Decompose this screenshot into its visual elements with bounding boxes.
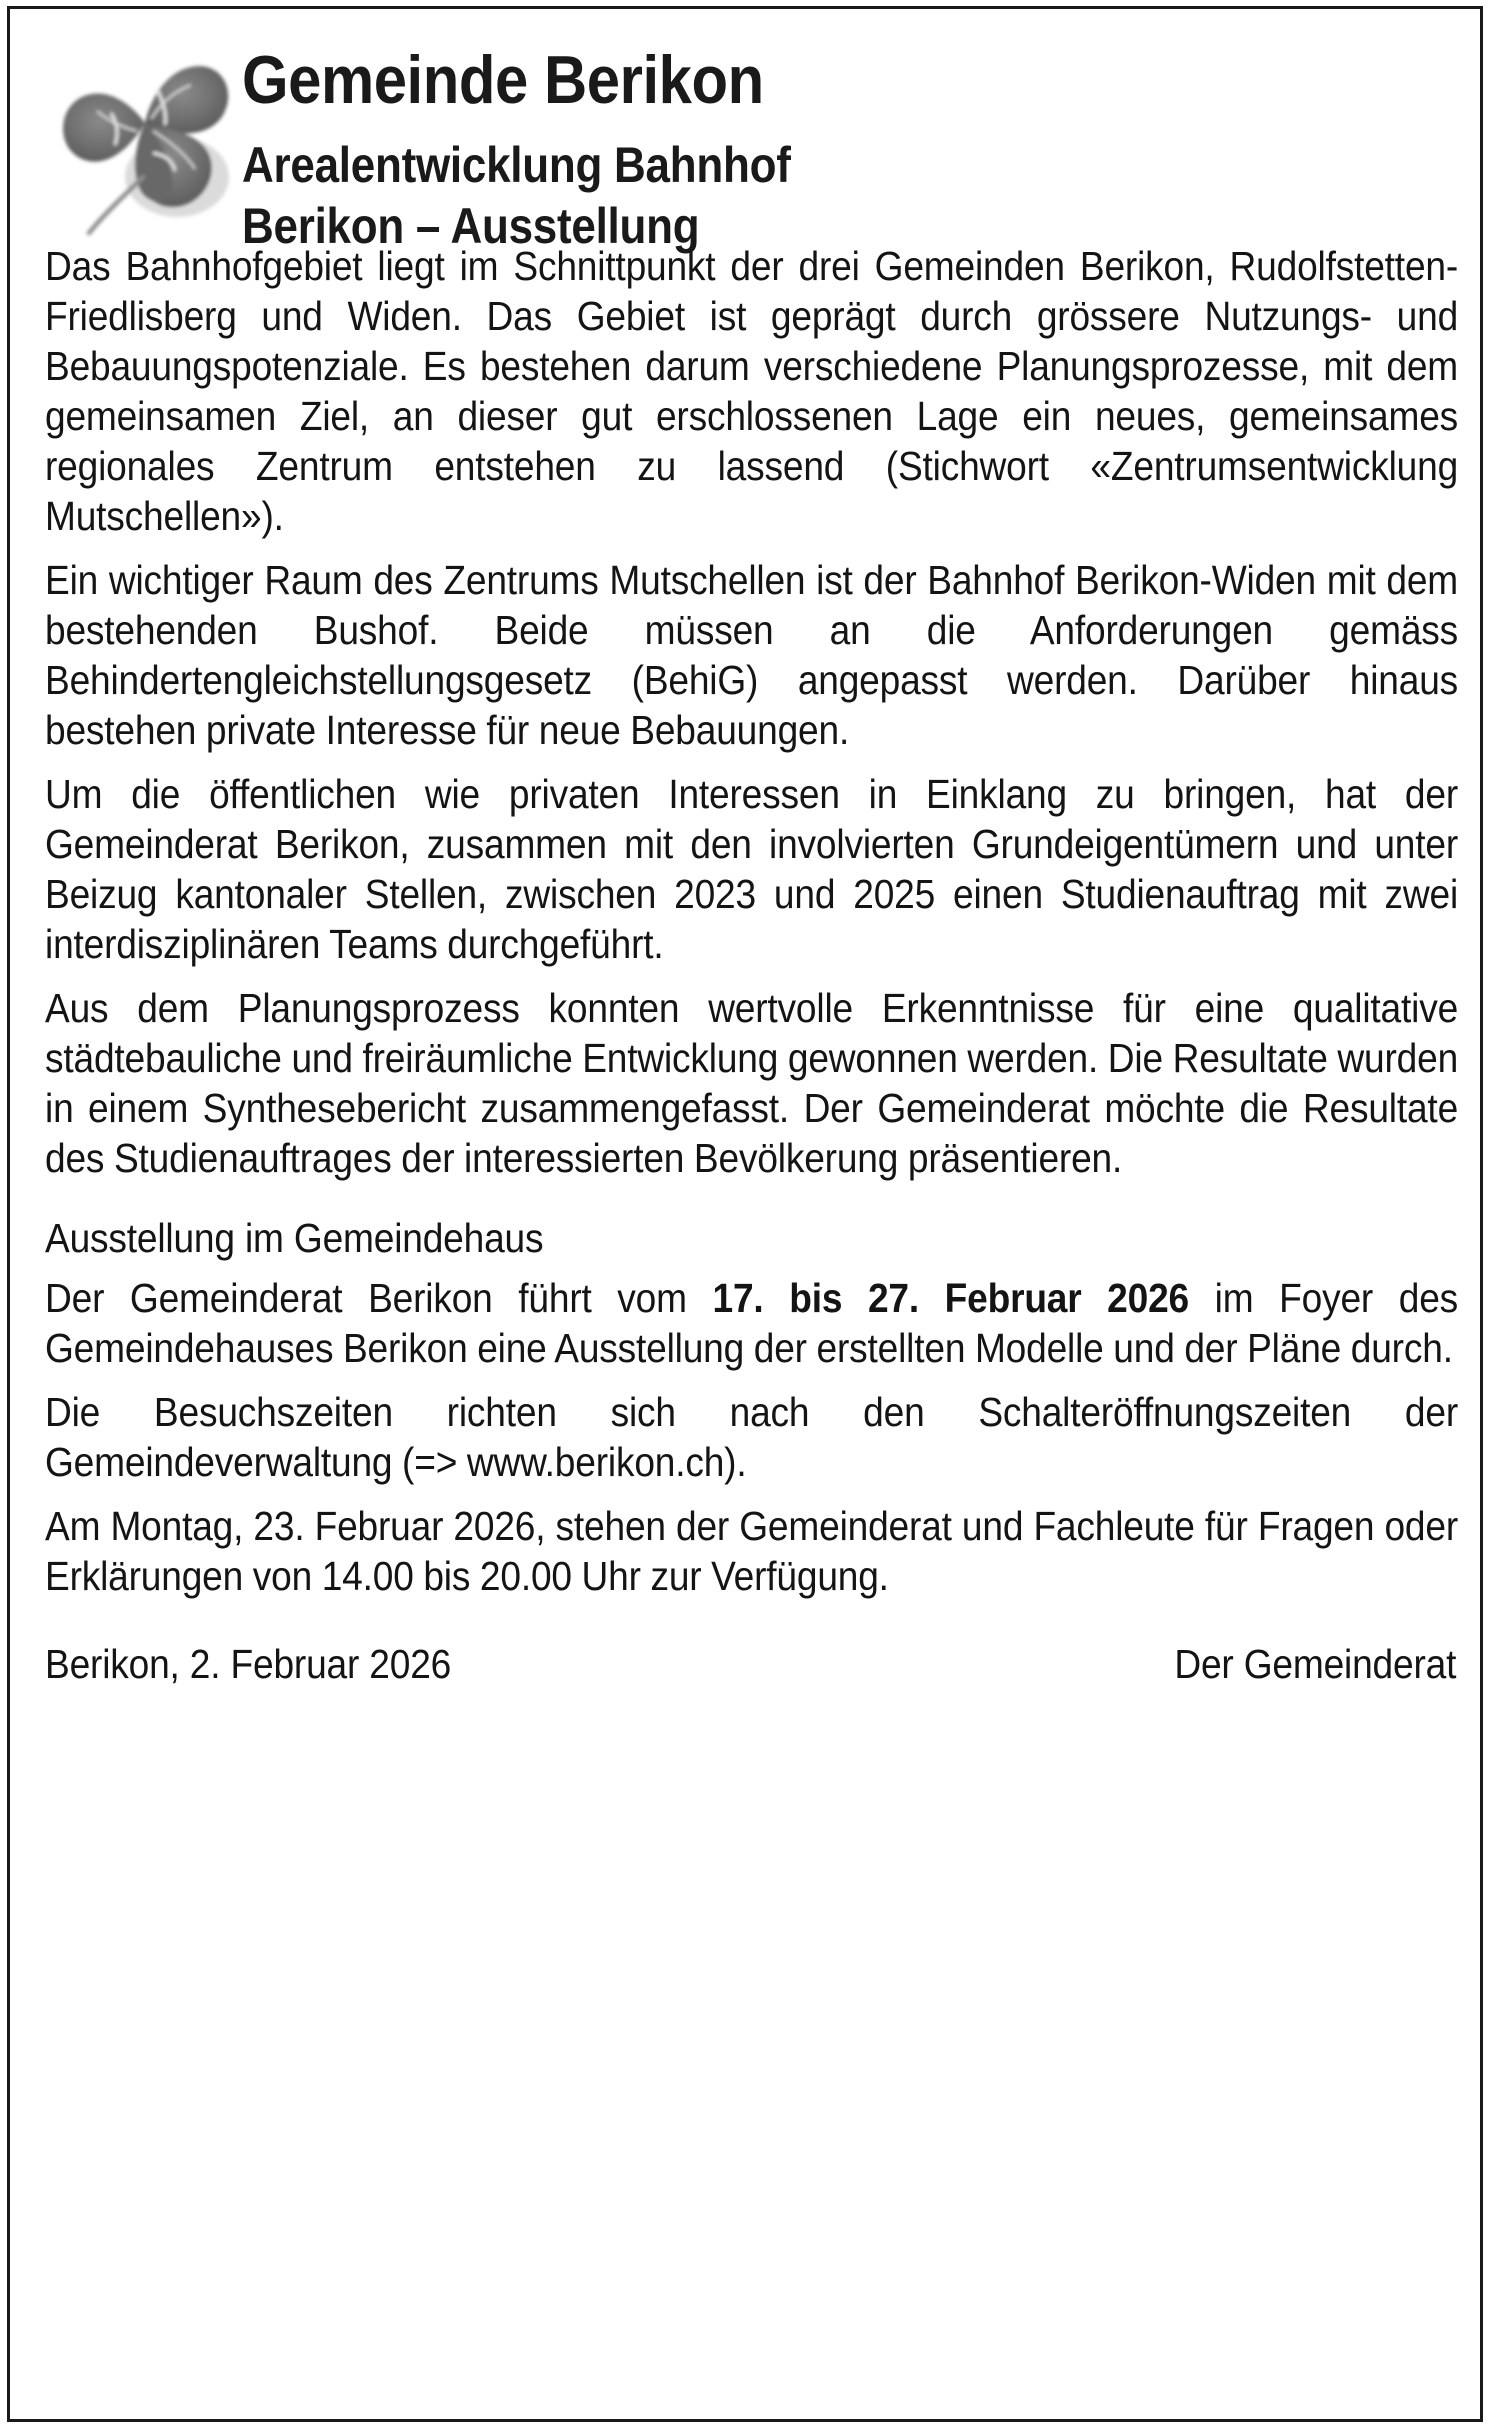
footer-place-date: Berikon, 2. Februar 2026 (45, 1641, 452, 1687)
page-subtitle-line-2: Berikon – Ausstellung (242, 198, 700, 254)
paragraph-studienauftrag: Um die öffentlichen wie privaten Interessen in Einklang zu bringen, hat der Gemeinderat Berikon, zusammen mit den involvierten Grundeigentümern und unter Beizug kantonaler Stellen, zwischen 2023 und 2025 einen Studienauftrag mit zwei interdisziplinären Teams durchgeführt. (45, 771, 1459, 967)
footer-signature: Der Gemeinderat (1174, 1641, 1457, 1687)
page-subtitle-line-1: Arealentwicklung Bahnhof (242, 137, 791, 193)
paragraph-info-event: Am Montag, 23. Februar 2026, stehen der Gemeinderat und Fachleute für Fragen oder Erklärungen von 14.00 bis 20.00 Uhr zur Verfügung. (45, 1503, 1459, 1599)
exhibition-prefix-text: Der Gemeinderat Berikon führt vom (45, 1275, 713, 1321)
title-block (242, 9, 1454, 257)
page-border-frame (7, 6, 1483, 2422)
page-content (45, 9, 1459, 2419)
paragraph-resultate: Aus dem Planungsprozess konnten wertvolle Erkenntnisse für eine qualitative städtebauliche und freiräumliche Entwicklung gewonnen werden. Die Resultate wurden in einem Synthesebericht zusammengefasst. Der Gemeinderat möchte die Resultate des Studienauftrages der interessierten Bevölkerung präsentieren. (45, 985, 1459, 1181)
page-title: Gemeinde Berikon (242, 42, 764, 118)
exhibition-dates: 17. bis 27. Februar 2026 (712, 1275, 1190, 1321)
footer (45, 1639, 1458, 1689)
paragraph-bahnhof: Ein wichtiger Raum des Zentrums Mutschellen ist der Bahnhof Berikon-Widen mit dem bestehenden Bushof. Beide müssen an die Anforderungen gemäss Behindertengleichstellungsgesetz (BehiG) angepasst werden. Darüber hinaus bestehen private Interesse für neue Bebauungen. (45, 557, 1459, 753)
paragraph-intro: Das Bahnhofgebiet liegt im Schnittpunkt der drei Gemeinden Berikon, Rudolfstetten-Friedlisberg und Widen. Das Gebiet ist geprägt durch grössere Nutzungs- und Bebauungspotenziale. Es bestehen darum verschiedene Planungsprozesse, mit dem gemeinsamen Ziel, an dieser gut erschlossenen Lage ein neues, gemeinsames regionales Zentrum entstehen zu lassend (Stichwort «Zentrumsentwicklung Mutschellen»). (45, 243, 1459, 539)
paragraph-exhibition (45, 1273, 1458, 1373)
header (45, 9, 1454, 254)
four-leaf-clover-icon (45, 27, 245, 245)
exhibition-suffix-text: im Foyer des Gemeindehauses Berikon eine Ausstellung der erstellten Modelle und der Pläne durch. (45, 1275, 1459, 1371)
exhibition-heading: Ausstellung im Gemeindehaus (45, 1215, 544, 1261)
body-content (45, 241, 1458, 1689)
paragraph-visiting-hours: Die Besuchszeiten richten sich nach den Schalteröffnungszeiten der Gemeindeverwaltung (=> www.berikon.ch). (45, 1389, 1459, 1485)
